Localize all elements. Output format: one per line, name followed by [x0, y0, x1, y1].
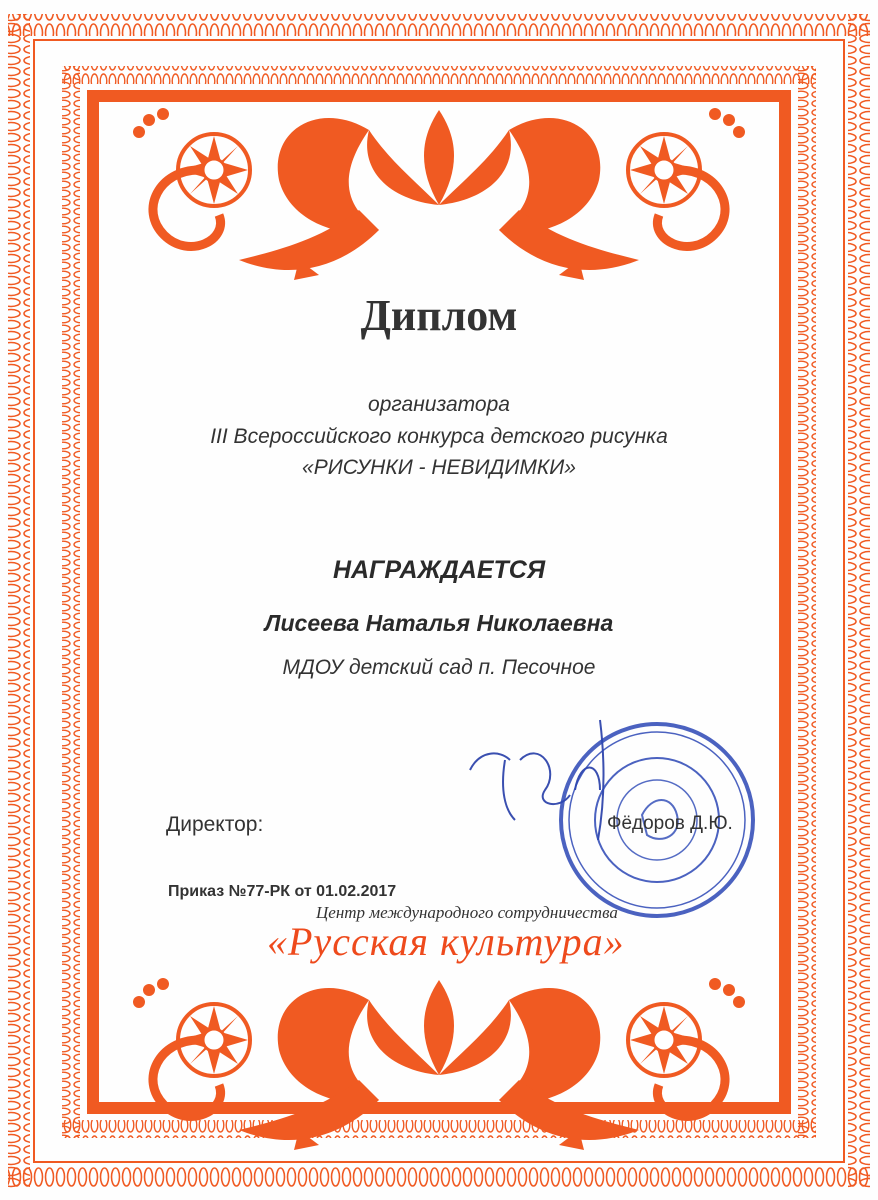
brand-name: «Русская культура» — [267, 919, 625, 964]
recipient-name: Лисеева Наталья Николаевна — [264, 610, 614, 636]
subtitle-line-3: «РИСУНКИ - НЕВИДИМКИ» — [302, 456, 576, 479]
subtitle-line-1: организатора — [368, 393, 510, 416]
award-label: НАГРАЖДАЕТСЯ — [332, 556, 546, 584]
director-label: Директор: — [166, 813, 264, 836]
recipient-organization: МДОУ детский сад п. Песочное — [282, 656, 596, 679]
director-name: Фёдоров Д.Ю. — [607, 813, 733, 834]
diploma-title: Диплом — [360, 291, 518, 340]
signature-scribble — [470, 720, 604, 840]
subtitle-line-2: III Всероссийского конкурса детского рисунка — [210, 425, 668, 448]
order-number: Приказ №77-РК от 01.02.2017 — [168, 883, 397, 900]
brand-subtitle: Центр международного сотрудничества — [316, 903, 618, 922]
